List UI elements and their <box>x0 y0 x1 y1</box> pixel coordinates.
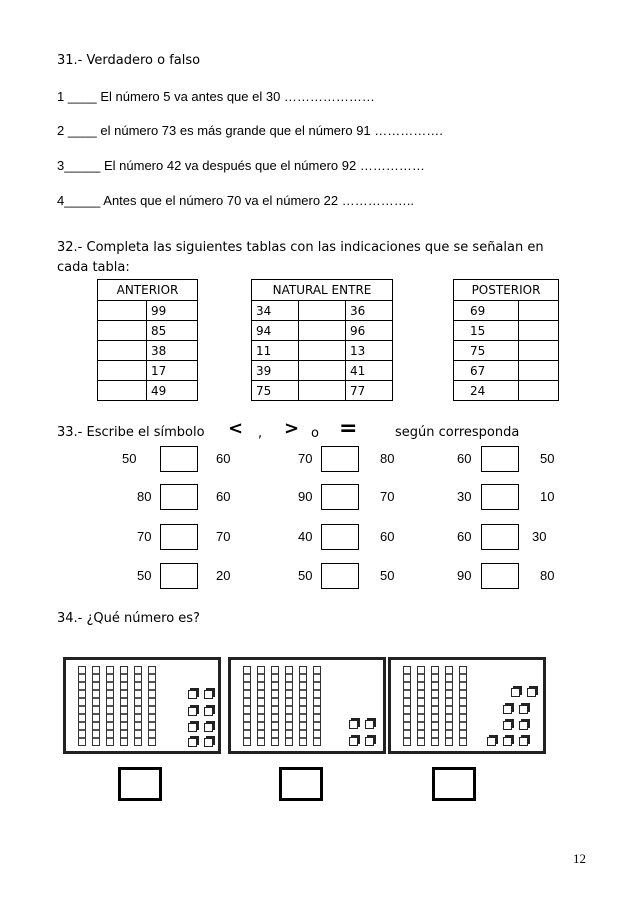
q33-number: 10 <box>540 489 555 504</box>
posterior-answer-cell[interactable] <box>519 341 559 361</box>
unit-cube <box>188 707 197 716</box>
q33-answer-box[interactable] <box>160 484 198 510</box>
q33-answer-box[interactable] <box>321 484 359 510</box>
anterior-answer-cell[interactable] <box>98 381 147 401</box>
anterior-answer-cell[interactable] <box>98 301 147 321</box>
natural-right: 13 <box>346 341 393 361</box>
q31-item-2: 2 ____ el número 73 es más grande que el número 91 ……………. <box>57 123 443 138</box>
q33-answer-box[interactable] <box>321 563 359 589</box>
anterior-value: 49 <box>147 381 198 401</box>
ten-rod <box>148 666 156 746</box>
q33-number: 70 <box>380 489 395 504</box>
posterior-answer-cell[interactable] <box>519 361 559 381</box>
q33-number: 60 <box>380 529 395 544</box>
natural-right: 77 <box>346 381 393 401</box>
unit-cube <box>204 707 213 716</box>
q33-number: 70 <box>216 529 231 544</box>
posterior-value: 75 <box>454 341 519 361</box>
natural-right: 36 <box>346 301 393 321</box>
ten-rod <box>431 666 439 746</box>
posterior-value: 67 <box>454 361 519 381</box>
unit-cube <box>188 738 197 747</box>
posterior-value: 15 <box>454 321 519 341</box>
ten-rod <box>299 666 307 746</box>
unit-cube <box>519 737 528 746</box>
q33-number: 90 <box>457 568 472 583</box>
q33-answer-box[interactable] <box>481 446 519 472</box>
natural-left: 94 <box>252 321 299 341</box>
q34-answer-box-2[interactable] <box>279 767 323 801</box>
q33-number: 20 <box>216 568 231 583</box>
q34-answer-box-3[interactable] <box>432 767 476 801</box>
ten-rod <box>459 666 467 746</box>
base-ten-blocks-panel-2 <box>228 657 386 754</box>
base-ten-blocks-panel-1 <box>63 657 221 754</box>
natural-answer-cell[interactable] <box>299 361 346 381</box>
ten-rod <box>417 666 425 746</box>
unit-cube <box>204 690 213 699</box>
q33-number: 70 <box>298 451 313 466</box>
q33-number: 80 <box>380 451 395 466</box>
posterior-answer-cell[interactable] <box>519 301 559 321</box>
table-anterior-header: ANTERIOR <box>98 280 198 301</box>
less-than-symbol: < <box>228 418 244 439</box>
natural-right: 96 <box>346 321 393 341</box>
q33-answer-box[interactable] <box>160 524 198 550</box>
ten-rod <box>92 666 100 746</box>
q33-number: 60 <box>457 529 472 544</box>
unit-cube <box>188 690 197 699</box>
anterior-answer-cell[interactable] <box>98 361 147 381</box>
table-anterior <box>97 279 198 401</box>
anterior-answer-cell[interactable] <box>98 341 147 361</box>
unit-cube <box>365 720 374 729</box>
natural-answer-cell[interactable] <box>299 341 346 361</box>
ten-rod <box>134 666 142 746</box>
ten-rod <box>78 666 86 746</box>
q31-item-1: 1 ____ El número 5 va antes que el 30 ………………… <box>57 89 375 104</box>
natural-left: 34 <box>252 301 299 321</box>
q33-answer-box[interactable] <box>481 484 519 510</box>
ten-rod <box>271 666 279 746</box>
table-natural-entre <box>251 279 393 401</box>
q34-answer-box-1[interactable] <box>118 767 162 801</box>
q33-number: 50 <box>298 568 313 583</box>
q33-number: 30 <box>457 489 472 504</box>
q33-number: 60 <box>216 451 231 466</box>
natural-left: 75 <box>252 381 299 401</box>
unit-cube <box>204 723 213 732</box>
anterior-answer-cell[interactable] <box>98 321 147 341</box>
table-posterior <box>453 279 559 401</box>
ten-rod <box>106 666 114 746</box>
q33-title: 33.- Escribe el símbolo <box>57 425 205 440</box>
q33-answer-box[interactable] <box>160 563 198 589</box>
q33-number: 90 <box>298 489 313 504</box>
unit-cube <box>503 721 512 730</box>
natural-answer-cell[interactable] <box>299 301 346 321</box>
q33-answer-box[interactable] <box>481 563 519 589</box>
q33-suffix: según corresponda <box>395 425 520 440</box>
anterior-value: 38 <box>147 341 198 361</box>
q33-number: 40 <box>298 529 313 544</box>
unit-cube <box>519 705 528 714</box>
q33-answer-box[interactable] <box>321 446 359 472</box>
natural-left: 11 <box>252 341 299 361</box>
q33-number: 80 <box>540 568 555 583</box>
unit-cube <box>365 737 374 746</box>
q33-number: 50 <box>137 568 152 583</box>
ten-rod <box>243 666 251 746</box>
anterior-value: 17 <box>147 361 198 381</box>
unit-cube <box>349 720 358 729</box>
q31-title: 31.- Verdadero o falso <box>57 53 201 68</box>
base-ten-blocks-panel-3 <box>388 657 546 754</box>
natural-answer-cell[interactable] <box>299 381 346 401</box>
q33-number: 50 <box>122 451 137 466</box>
natural-right: 41 <box>346 361 393 381</box>
q33-number: 60 <box>457 451 472 466</box>
unit-cube <box>487 737 496 746</box>
symbol-or: o <box>311 426 319 441</box>
q31-item-3: 3_____ El número 42 va después que el número 92 …………… <box>57 158 425 173</box>
table-posterior-header: POSTERIOR <box>454 280 559 301</box>
equals-symbol: = <box>339 416 358 441</box>
unit-cube <box>204 738 213 747</box>
unit-cube <box>519 721 528 730</box>
posterior-answer-cell[interactable] <box>519 321 559 341</box>
unit-cube <box>188 723 197 732</box>
q32-title-line1: 32.- Completa las siguientes tablas con las indicaciones que se señalan en <box>57 240 544 255</box>
ten-rod <box>313 666 321 746</box>
q32-title-line2: cada tabla: <box>57 260 130 275</box>
unit-cube <box>503 737 512 746</box>
q33-number: 50 <box>540 451 555 466</box>
q33-number: 60 <box>216 489 231 504</box>
greater-than-symbol: > <box>284 418 300 439</box>
q33-number: 50 <box>380 568 395 583</box>
unit-cube <box>503 705 512 714</box>
q33-answer-box[interactable] <box>160 446 198 472</box>
anterior-value: 85 <box>147 321 198 341</box>
unit-cube <box>349 737 358 746</box>
ten-rod <box>257 666 265 746</box>
ten-rod <box>120 666 128 746</box>
ten-rod <box>285 666 293 746</box>
ten-rod <box>403 666 411 746</box>
posterior-value: 69 <box>454 301 519 321</box>
unit-cube <box>527 688 536 697</box>
posterior-value: 24 <box>454 381 519 401</box>
q33-number: 80 <box>137 489 152 504</box>
natural-answer-cell[interactable] <box>299 321 346 341</box>
natural-left: 39 <box>252 361 299 381</box>
q33-answer-box[interactable] <box>481 524 519 550</box>
page-number: 12 <box>573 851 586 866</box>
q33-number: 30 <box>532 529 547 544</box>
q31-item-4: 4_____ Antes que el número 70 va el número 22 …………….. <box>57 193 414 208</box>
q33-answer-box[interactable] <box>321 524 359 550</box>
unit-cube <box>511 688 520 697</box>
symbol-comma: , <box>258 426 263 441</box>
ten-rod <box>445 666 453 746</box>
q33-number: 70 <box>137 529 152 544</box>
posterior-answer-cell[interactable] <box>519 381 559 401</box>
anterior-value: 99 <box>147 301 198 321</box>
table-natural-header: NATURAL ENTRE <box>252 280 393 301</box>
q34-title: 34.- ¿Qué número es? <box>57 611 200 626</box>
